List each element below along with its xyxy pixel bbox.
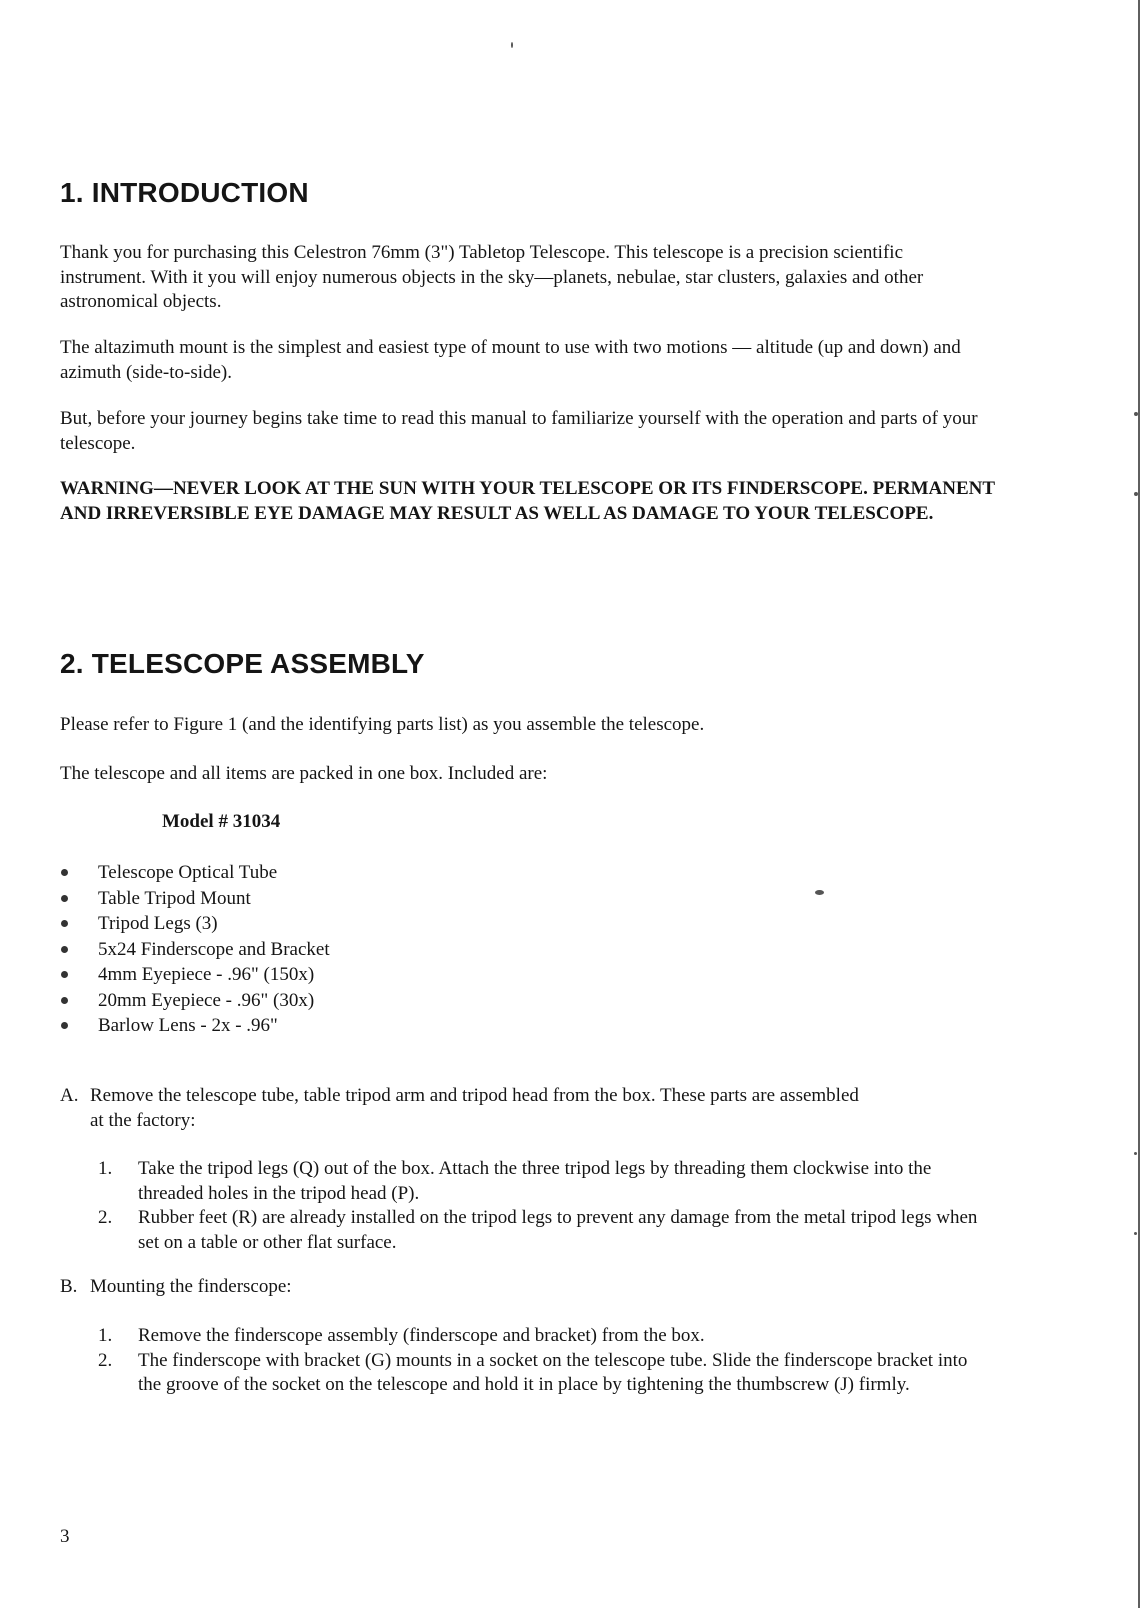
step-text-continued: at the factory:	[90, 1109, 196, 1131]
bullet-icon	[61, 920, 68, 927]
bullet-icon	[61, 946, 68, 953]
list-item	[98, 1157, 978, 1206]
assembly-paragraph-2: The telescope and all items are packed in one box. Included are:	[60, 763, 548, 784]
scan-speck	[1134, 1152, 1137, 1155]
intro-paragraph-1: Thank you for purchasing this Celestron 76mm (3") Tabletop Telescope. This telescope is a precision scientific instrument. With it you will enjoy numerous objects in the sky—planets, nebulae, star clusters, galaxies and other astronomical objects.	[60, 242, 924, 312]
substep-text: Take the tripod legs (Q) out of the box. Attach the three tripod legs by threading them clockwise into the threaded holes in the tripod head (P).	[138, 1158, 932, 1204]
list-item	[60, 886, 330, 912]
substep-number: 1.	[98, 1325, 113, 1346]
bullet-icon	[61, 895, 68, 902]
assembly-paragraph-1: Please refer to Figure 1 (and the identifying parts list) as you assemble the telescope.	[60, 714, 705, 735]
scan-speck	[511, 42, 513, 48]
introduction-heading: 1. INTRODUCTION	[60, 177, 309, 208]
substep-text: The finderscope with bracket (G) mounts in a socket on the telescope tube. Slide the finderscope bracket into the groove of the socket on the telescope and hold it in place by tightening the thumbscrew (J) firmly.	[138, 1349, 968, 1395]
scan-speck	[1134, 492, 1138, 496]
scan-speck	[815, 890, 824, 895]
step-b-substeps	[98, 1324, 978, 1398]
step-a	[60, 1084, 990, 1133]
bullet-icon	[61, 1022, 68, 1029]
list-item	[60, 1013, 330, 1039]
item-label: 20mm Eyepiece - .96" (30x)	[98, 989, 315, 1011]
list-item	[60, 860, 330, 886]
substep-text: Rubber feet (R) are already installed on the tripod legs to prevent any damage from the metal tripod legs when set on a table or other flat surface.	[138, 1207, 978, 1253]
list-item	[60, 937, 330, 963]
item-label: 4mm Eyepiece - .96" (150x)	[98, 964, 315, 985]
telescope-assembly-heading: 2. TELESCOPE ASSEMBLY	[60, 648, 425, 679]
step-a-substeps	[98, 1157, 978, 1255]
intro-paragraph-3: But, before your journey begins take time to read this manual to familiarize yourself with the operation and parts of your telescope.	[60, 408, 978, 454]
step-letter: A.	[60, 1085, 79, 1106]
bullet-icon	[61, 997, 68, 1004]
bullet-icon	[61, 869, 68, 876]
step-text: Remove the telescope tube, table tripod arm and tripod head from the box. These parts are assembled	[90, 1085, 859, 1106]
list-item	[98, 1324, 978, 1349]
substep-number: 1.	[98, 1158, 113, 1179]
step-b	[60, 1275, 990, 1300]
list-item	[60, 962, 330, 988]
item-label: Table Tripod Mount	[98, 887, 251, 909]
bullet-icon	[61, 971, 68, 978]
substep-text: Remove the finderscope assembly (finderscope and bracket) from the box.	[138, 1325, 705, 1346]
scan-speck	[1134, 1232, 1137, 1235]
sun-warning: WARNING—NEVER LOOK AT THE SUN WITH YOUR TELESCOPE OR ITS FINDERSCOPE. PERMANENT AND IRREVERSIBLE EYE DAMAGE MAY RESULT AS WELL AS DAMAGE TO YOUR TELESCOPE.	[60, 478, 995, 524]
item-label: Telescope Optical Tube	[98, 862, 278, 883]
item-label: Tripod Legs (3)	[98, 913, 218, 934]
item-label: 5x24 Finderscope and Bracket	[98, 938, 330, 960]
substep-number: 2.	[98, 1349, 113, 1371]
scan-speck	[1134, 412, 1138, 416]
page-number: 3	[60, 1526, 70, 1547]
list-item	[98, 1206, 978, 1255]
included-items-list	[60, 860, 330, 1039]
list-item	[60, 988, 330, 1014]
model-number: Model # 31034	[162, 811, 281, 832]
intro-paragraph-2: The altazimuth mount is the simplest and easiest type of mount to use with two motions — altitude (up and down) and azimuth (side-to-side).	[60, 337, 961, 383]
list-item	[98, 1349, 978, 1398]
list-item	[60, 911, 330, 937]
step-letter: B.	[60, 1276, 78, 1297]
scan-edge-line	[1138, 0, 1140, 1608]
item-label: Barlow Lens - 2x - .96"	[98, 1015, 278, 1036]
step-text: Mounting the finderscope:	[90, 1276, 292, 1297]
substep-number: 2.	[98, 1207, 113, 1228]
